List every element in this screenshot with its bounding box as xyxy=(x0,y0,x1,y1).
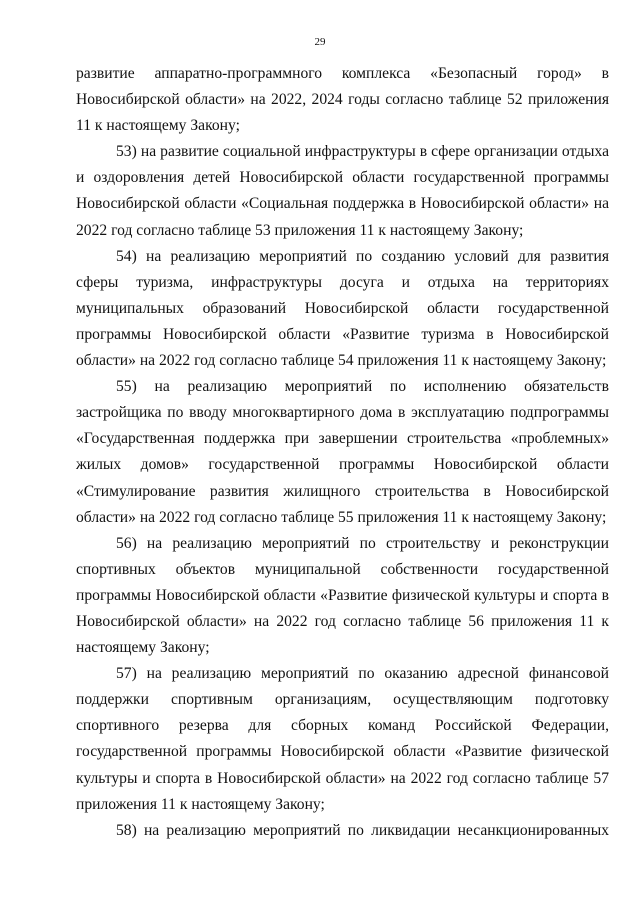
page-number: 29 xyxy=(314,36,326,48)
paragraph-item-53: 53) на развитие социальной инфраструктуры в сфере организации отдыха и оздоровления детей Новосибирской области государственной программы Новосибирской области «Социальная поддержка в Новосибирской области» на 2022 год согласно таблице 53 приложения 11 к настоящему Закону; xyxy=(76,143,609,239)
paragraph-item-58: 58) на реализацию мероприятий по ликвидации несанкционированных xyxy=(116,821,609,839)
paragraph-item-57: 57) на реализацию мероприятий по оказанию адресной финансовой поддержки спортивным организациям, осуществляющим подготовку спортивного резерва для сборных команд Российской Федерации, государственной программы Новосибирской области «Развитие физической культуры и спорта в Новосибирской области» на 2022 год согласно таблице 57 приложения 11 к настоящему Закону; xyxy=(76,665,609,813)
paragraph-continuation: развитие аппаратно-программного комплекса «Безопасный город» в Новосибирской области» на 2022, 2024 годы согласно таблице 52 приложения 11 к настоящему Закону; xyxy=(76,65,609,135)
paragraph-item-56: 56) на реализацию мероприятий по строительству и реконструкции спортивных объектов муниципальной собственности государственной программы Новосибирской области «Развитие физической культуры и спорта в Новосибирской области» на 2022 год согласно таблице 56 приложения 11 к настоящему Закону; xyxy=(76,534,609,657)
paragraph-item-54: 54) на реализацию мероприятий по созданию условий для развития сферы туризма, инфраструктуры досуга и отдыха на территориях муниципальных образований Новосибирской области государственной программы Новосибирской области «Развитие туризма в Новосибирской области» на 2022 год согласно таблице 54 приложения 11 к настоящему Закону; xyxy=(76,247,609,370)
paragraph-item-55: 55) на реализацию мероприятий по исполнению обязательств застройщика по вводу многоквартирного дома в эксплуатацию подпрограммы «Государственная поддержка при завершении строительства «проблемных» жилых домов» государственной программы Новосибирской области «Стимулирование развития жилищного строительства в Новосибирской области» на 2022 год согласно таблице 55 приложения 11 к настоящему Закону; xyxy=(76,378,609,526)
document-body xyxy=(76,61,609,844)
